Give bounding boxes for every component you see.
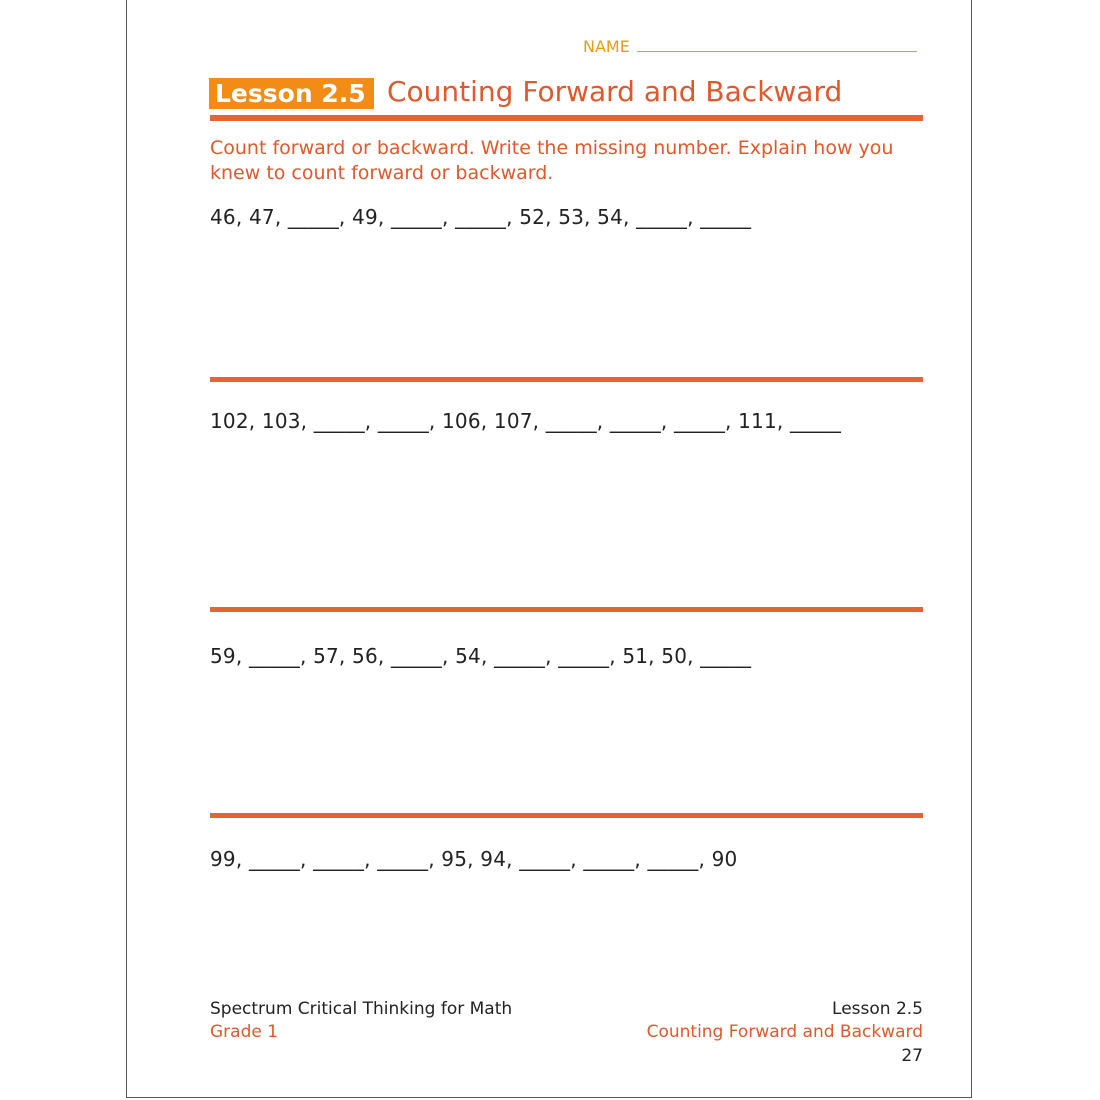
divider-3 bbox=[210, 813, 923, 818]
page-number: 27 bbox=[901, 1046, 923, 1066]
lesson-badge: Lesson 2.5 bbox=[209, 78, 374, 109]
problem-2-sequence: 102, 103, _____, _____, 106, 107, _____, _____, _____, 111, _____ bbox=[210, 409, 842, 433]
lesson-title: Counting Forward and Backward bbox=[387, 75, 843, 108]
title-rule bbox=[210, 115, 923, 121]
divider-1 bbox=[210, 377, 923, 382]
footer-right bbox=[647, 998, 923, 1044]
instructions-text: Count forward or backward. Write the missing number. Explain how you knew to count forward or backward. bbox=[210, 137, 894, 184]
name-label: NAME bbox=[583, 37, 630, 56]
footer-lesson: Lesson 2.5 bbox=[832, 999, 923, 1019]
problem-3-sequence: 59, _____, 57, 56, _____, 54, _____, _____, 51, 50, _____ bbox=[210, 644, 752, 668]
footer-lesson-title: Counting Forward and Backward bbox=[646, 1022, 923, 1042]
problem-1-sequence: 46, 47, _____, 49, _____, _____, 52, 53, 54, _____, _____ bbox=[210, 205, 752, 229]
grade-label: Grade 1 bbox=[210, 1022, 279, 1042]
footer-left bbox=[210, 998, 512, 1044]
book-title: Spectrum Critical Thinking for Math bbox=[210, 999, 513, 1019]
problem-4-sequence: 99, _____, _____, _____, 95, 94, _____, _____, _____, 90 bbox=[210, 847, 738, 871]
divider-2 bbox=[210, 607, 923, 612]
name-field bbox=[583, 34, 917, 56]
name-write-line[interactable] bbox=[637, 50, 917, 52]
